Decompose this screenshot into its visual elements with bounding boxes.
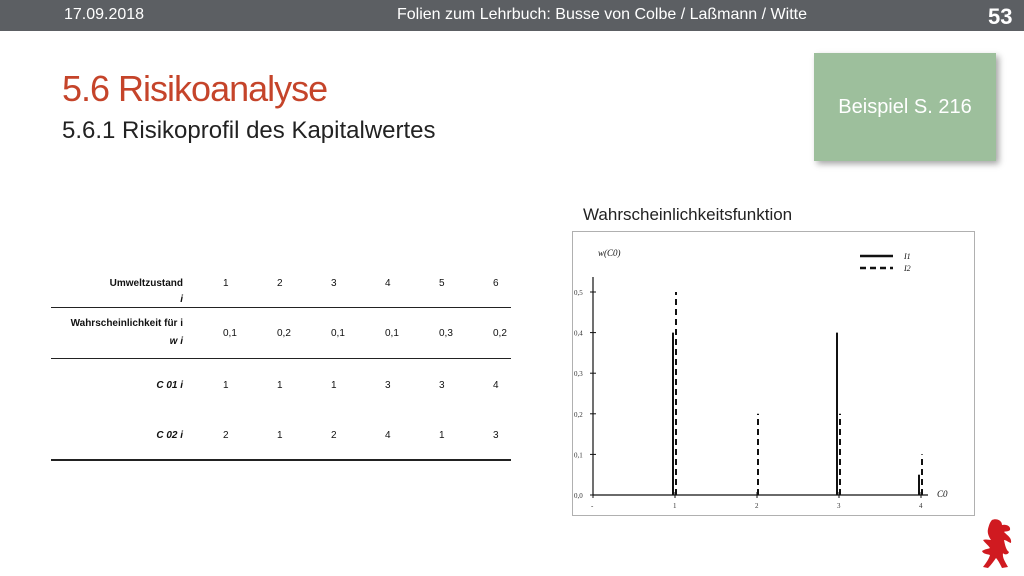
table-cell: 1 — [223, 278, 229, 289]
chart-heading: Wahrscheinlichkeitsfunktion — [583, 205, 793, 224]
table-cell: 1 — [439, 430, 445, 441]
table-cell: 1 — [223, 380, 229, 391]
probability-chart-svg — [573, 232, 974, 515]
y-tick-label: 0,2 — [574, 410, 583, 419]
legend-label: I2 — [904, 264, 911, 273]
table-cell: 1 — [331, 380, 337, 391]
table-rule — [51, 307, 511, 308]
berlin-bear-logo — [978, 518, 1016, 570]
row-label-probability: Wahrscheinlichkeit für i — [70, 318, 183, 329]
table-cell: 2 — [331, 430, 337, 441]
y-tick-label: 0,1 — [574, 451, 583, 460]
legend-label: I1 — [904, 252, 911, 261]
row-label-c01: C 01 i — [156, 380, 183, 391]
table-cell: 4 — [493, 380, 499, 391]
header-footer-text: Folien zum Lehrbuch: Busse von Colbe / Laßmann / Witte — [397, 6, 807, 23]
header-date: 17.09.2018 — [64, 6, 145, 23]
table-cell: 0,1 — [331, 328, 345, 339]
table-cell: 3 — [439, 380, 445, 391]
slide-title: 5.6 Risikoanalyse — [62, 68, 328, 109]
table-cell: 0,1 — [385, 328, 399, 339]
row-label-c02: C 02 i — [156, 430, 183, 441]
y-tick-label: 0,3 — [574, 370, 583, 379]
row-sublabel-wi: w i — [169, 336, 183, 347]
table-rule — [51, 459, 511, 461]
table-cell: 6 — [493, 278, 499, 289]
example-note: Beispiel S. 216 — [814, 53, 996, 161]
y-tick-label: 0,4 — [574, 329, 583, 338]
x-tick-label: 1 — [673, 502, 677, 510]
table-cell: 0,2 — [493, 328, 507, 339]
header-bar — [0, 0, 1024, 31]
table-rule — [51, 358, 511, 359]
x-axis-label: C0 — [937, 489, 948, 499]
y-tick-label: 0,5 — [574, 289, 583, 297]
table-cell: 2 — [223, 430, 229, 441]
x-tick-label: 4 — [919, 502, 923, 510]
table-cell: 1 — [277, 430, 283, 441]
table-cell: 3 — [331, 278, 337, 289]
table-cell: 0,2 — [277, 328, 291, 339]
y-tick-label: 0,0 — [574, 492, 583, 500]
table-cell: 0,1 — [223, 328, 237, 339]
table-cell: 2 — [277, 278, 283, 289]
row-label-umweltzustand: Umweltzustand — [109, 278, 183, 289]
y-axis-label: w(C0) — [598, 248, 621, 258]
table-cell: 4 — [385, 278, 391, 289]
x-tick-label: 3 — [837, 502, 841, 510]
row-sublabel-i: i — [180, 294, 183, 305]
x-tick-label: - — [591, 502, 594, 510]
slide-subtitle: 5.6.1 Risikoprofil des Kapitalwertes — [62, 117, 436, 144]
probability-chart — [572, 231, 975, 516]
table-cell: 0,3 — [439, 328, 453, 339]
table-cell: 5 — [439, 278, 445, 289]
table-cell: 3 — [385, 380, 391, 391]
page-number: 53 — [988, 4, 1013, 29]
table-cell: 3 — [493, 430, 499, 441]
table-cell: 1 — [277, 380, 283, 391]
table-cell: 4 — [385, 430, 391, 441]
x-tick-label: 2 — [755, 502, 759, 510]
